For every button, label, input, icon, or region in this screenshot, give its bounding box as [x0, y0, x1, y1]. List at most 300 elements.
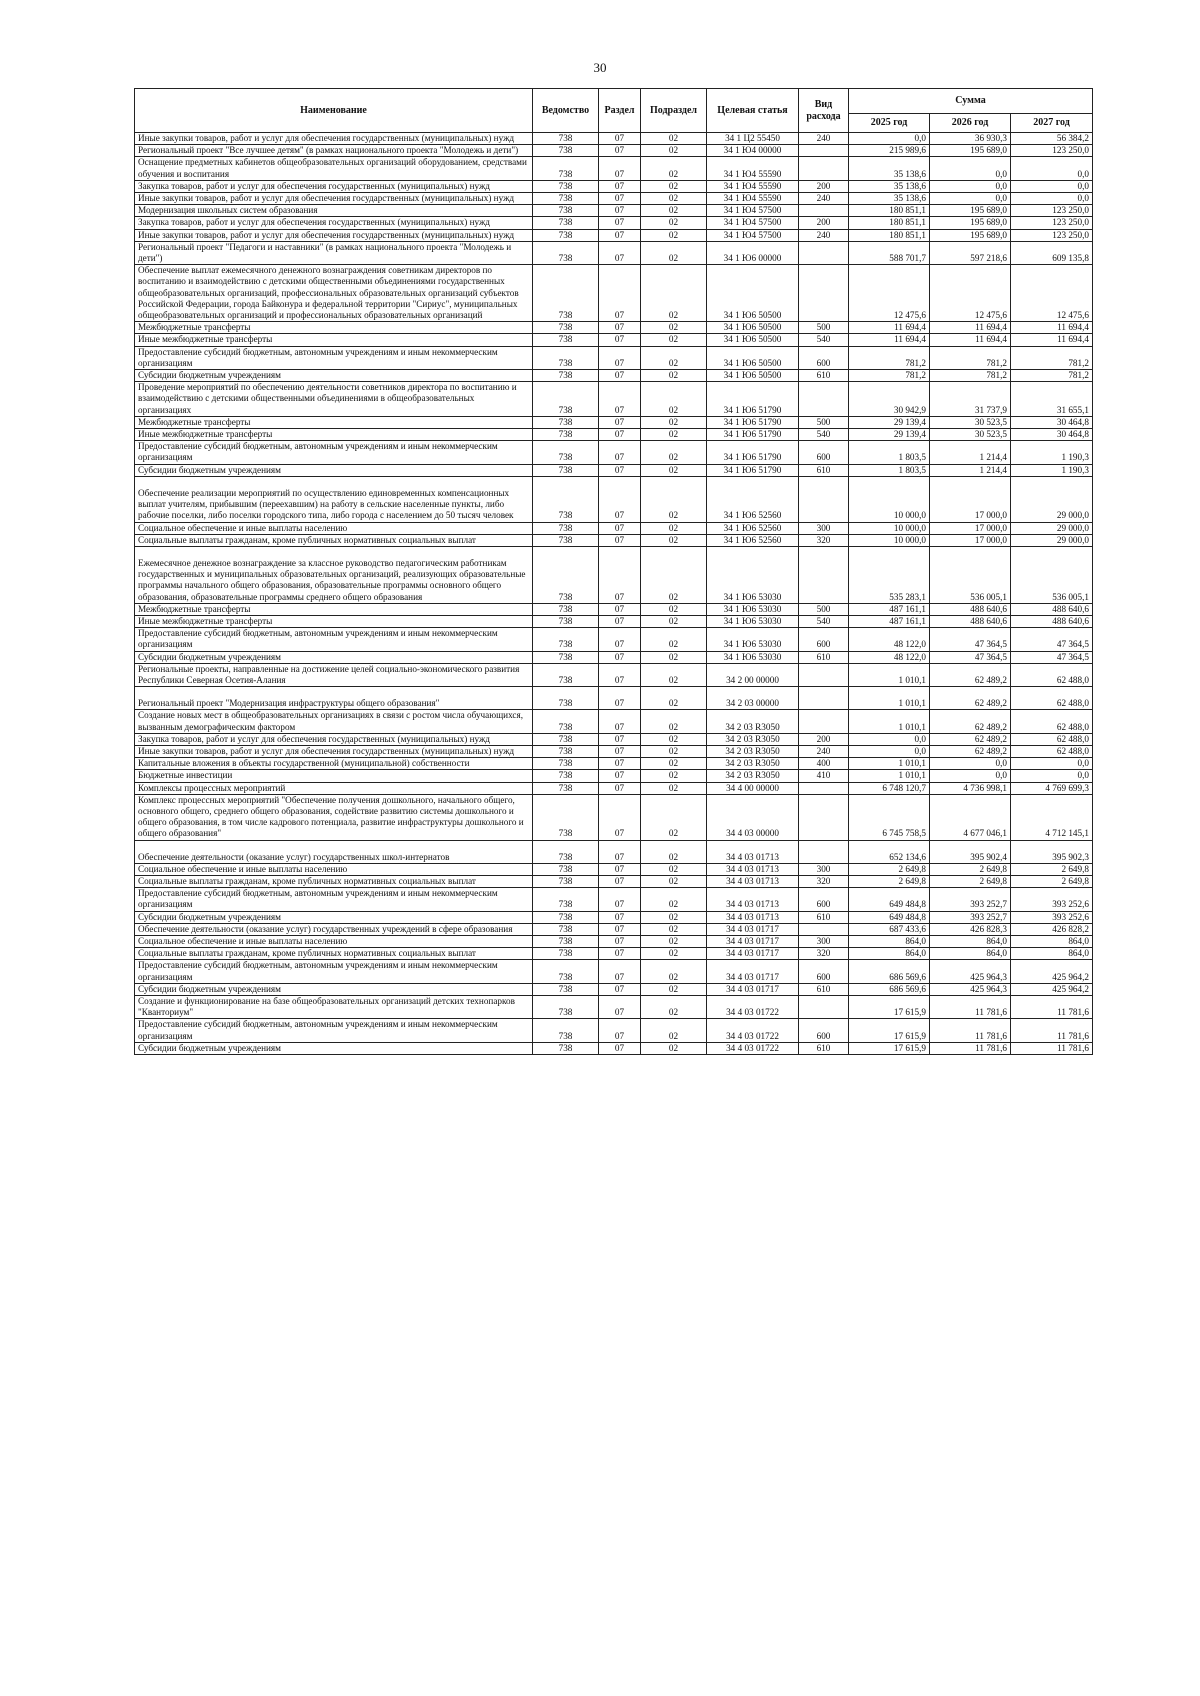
cell-name: Социальные выплаты гражданам, кроме публичных нормативных социальных выплат — [135, 875, 533, 887]
cell-vid: 600 — [799, 346, 849, 369]
cell-celevaya: 34 1 Ц2 55450 — [707, 133, 799, 145]
cell-2026: 62 489,2 — [930, 663, 1011, 686]
cell-name: Иные закупки товаров, работ и услуг для обеспечения государственных (муниципальных) нужд — [135, 193, 533, 205]
cell-ved: 738 — [533, 948, 599, 960]
cell-vid: 600 — [799, 888, 849, 911]
table-row — [135, 758, 1093, 770]
cell-celevaya: 34 1 Ю4 00000 — [707, 145, 799, 157]
cell-2027: 11 781,6 — [1011, 1042, 1093, 1054]
cell-name: Модернизация школьных систем образования — [135, 205, 533, 217]
cell-celevaya: 34 4 03 01713 — [707, 888, 799, 911]
cell-celevaya: 34 4 03 00000 — [707, 794, 799, 840]
cell-vid — [799, 241, 849, 264]
cell-celevaya: 34 2 03 R3050 — [707, 710, 799, 733]
cell-2026: 395 902,4 — [930, 840, 1011, 863]
cell-razdel: 07 — [599, 651, 641, 663]
cell-2026: 36 930,3 — [930, 133, 1011, 145]
cell-podrazdel: 02 — [641, 370, 707, 382]
cell-2026: 11 694,4 — [930, 322, 1011, 334]
cell-ved: 738 — [533, 441, 599, 464]
cell-vid: 200 — [799, 180, 849, 192]
cell-ved: 738 — [533, 534, 599, 546]
cell-ved: 738 — [533, 382, 599, 417]
cell-2025: 686 569,6 — [849, 983, 930, 995]
cell-celevaya: 34 1 Ю4 57500 — [707, 205, 799, 217]
cell-podrazdel: 02 — [641, 322, 707, 334]
cell-podrazdel: 02 — [641, 346, 707, 369]
cell-2027: 62 488,0 — [1011, 687, 1093, 710]
cell-2026: 0,0 — [930, 157, 1011, 180]
cell-2026: 2 649,8 — [930, 863, 1011, 875]
cell-name: Иные закупки товаров, работ и услуг для обеспечения государственных (муниципальных) нужд — [135, 133, 533, 145]
cell-ved: 738 — [533, 193, 599, 205]
cell-ved: 738 — [533, 911, 599, 923]
cell-ved: 738 — [533, 794, 599, 840]
cell-celevaya: 34 4 03 01717 — [707, 923, 799, 935]
cell-ved: 738 — [533, 416, 599, 428]
cell-vid: 200 — [799, 733, 849, 745]
table-row — [135, 983, 1093, 995]
cell-2025: 686 569,6 — [849, 960, 930, 983]
cell-podrazdel: 02 — [641, 145, 707, 157]
cell-ved: 738 — [533, 241, 599, 264]
cell-razdel: 07 — [599, 322, 641, 334]
cell-celevaya: 34 1 Ю6 51790 — [707, 429, 799, 441]
cell-podrazdel: 02 — [641, 758, 707, 770]
cell-2025: 11 694,4 — [849, 322, 930, 334]
cell-vid — [799, 840, 849, 863]
cell-podrazdel: 02 — [641, 464, 707, 476]
cell-podrazdel: 02 — [641, 1042, 707, 1054]
cell-celevaya: 34 4 03 01717 — [707, 960, 799, 983]
cell-2025: 17 615,9 — [849, 996, 930, 1019]
cell-2026: 30 523,5 — [930, 429, 1011, 441]
cell-razdel: 07 — [599, 996, 641, 1019]
cell-vid — [799, 710, 849, 733]
cell-2025: 10 000,0 — [849, 476, 930, 522]
cell-celevaya: 34 2 03 00000 — [707, 687, 799, 710]
cell-ved: 738 — [533, 180, 599, 192]
cell-2026: 393 252,7 — [930, 888, 1011, 911]
cell-celevaya: 34 1 Ю6 50500 — [707, 265, 799, 322]
cell-razdel: 07 — [599, 370, 641, 382]
cell-ved: 738 — [533, 370, 599, 382]
table-row — [135, 875, 1093, 887]
cell-name: Создание и функционирование на базе общеобразовательных организаций детских технопарков "Кванториум" — [135, 996, 533, 1019]
cell-celevaya: 34 1 Ю6 53030 — [707, 603, 799, 615]
cell-celevaya: 34 1 Ю6 53030 — [707, 546, 799, 603]
cell-vid: 610 — [799, 983, 849, 995]
cell-vid: 540 — [799, 615, 849, 627]
cell-podrazdel: 02 — [641, 265, 707, 322]
cell-2026: 62 489,2 — [930, 710, 1011, 733]
cell-2027: 11 781,6 — [1011, 1019, 1093, 1042]
cell-2026: 1 214,4 — [930, 464, 1011, 476]
cell-vid: 410 — [799, 770, 849, 782]
table-row — [135, 687, 1093, 710]
cell-podrazdel: 02 — [641, 936, 707, 948]
cell-name: Создание новых мест в общеобразовательных организациях в связи с ростом числа обучающихся, вызванным демографическим фактором — [135, 710, 533, 733]
cell-2026: 17 000,0 — [930, 534, 1011, 546]
cell-2026: 781,2 — [930, 346, 1011, 369]
cell-vid: 610 — [799, 370, 849, 382]
header-summa: Сумма — [849, 89, 1093, 114]
cell-2027: 488 640,6 — [1011, 615, 1093, 627]
table-row — [135, 346, 1093, 369]
cell-razdel: 07 — [599, 205, 641, 217]
cell-2025: 0,0 — [849, 745, 930, 757]
header-2025: 2025 год — [849, 114, 930, 133]
table-row — [135, 663, 1093, 686]
cell-celevaya: 34 1 Ю6 52560 — [707, 476, 799, 522]
cell-podrazdel: 02 — [641, 948, 707, 960]
header-ved: Ведомство — [533, 89, 599, 133]
cell-vid: 320 — [799, 948, 849, 960]
cell-razdel: 07 — [599, 1042, 641, 1054]
cell-razdel: 07 — [599, 464, 641, 476]
cell-2027: 0,0 — [1011, 180, 1093, 192]
cell-vid: 610 — [799, 464, 849, 476]
cell-celevaya: 34 1 Ю6 50500 — [707, 334, 799, 346]
cell-vid: 200 — [799, 217, 849, 229]
cell-name: Обеспечение деятельности (оказание услуг) государственных школ-интернатов — [135, 840, 533, 863]
cell-celevaya: 34 2 03 R3050 — [707, 745, 799, 757]
cell-2025: 35 138,6 — [849, 180, 930, 192]
cell-podrazdel: 02 — [641, 382, 707, 417]
cell-celevaya: 34 1 Ю6 50500 — [707, 322, 799, 334]
cell-razdel: 07 — [599, 229, 641, 241]
header-celevaya: Целевая статья — [707, 89, 799, 133]
budget-table-container — [134, 88, 1092, 1055]
cell-2025: 48 122,0 — [849, 651, 930, 663]
cell-2027: 0,0 — [1011, 193, 1093, 205]
table-row — [135, 229, 1093, 241]
page-number: 30 — [593, 60, 607, 75]
cell-2026: 62 489,2 — [930, 733, 1011, 745]
cell-podrazdel: 02 — [641, 1019, 707, 1042]
cell-2026: 17 000,0 — [930, 476, 1011, 522]
cell-2027: 0,0 — [1011, 758, 1093, 770]
cell-podrazdel: 02 — [641, 960, 707, 983]
cell-podrazdel: 02 — [641, 923, 707, 935]
cell-2026: 62 489,2 — [930, 687, 1011, 710]
cell-2026: 195 689,0 — [930, 205, 1011, 217]
cell-ved: 738 — [533, 346, 599, 369]
cell-2025: 1 803,5 — [849, 464, 930, 476]
cell-podrazdel: 02 — [641, 996, 707, 1019]
cell-name: Региональный проект "Модернизация инфраструктуры общего образования" — [135, 687, 533, 710]
cell-razdel: 07 — [599, 546, 641, 603]
cell-ved: 738 — [533, 217, 599, 229]
cell-name: Социальные выплаты гражданам, кроме публичных нормативных социальных выплат — [135, 948, 533, 960]
cell-2025: 17 615,9 — [849, 1019, 930, 1042]
cell-name: Региональный проект "Все лучшее детям" (в рамках национального проекта "Молодежь и дети") — [135, 145, 533, 157]
cell-name: Предоставление субсидий бюджетным, автономным учреждениям и иным некоммерческим организациям — [135, 628, 533, 651]
header-razdel: Раздел — [599, 89, 641, 133]
cell-2026: 4 677 046,1 — [930, 794, 1011, 840]
cell-2027: 395 902,3 — [1011, 840, 1093, 863]
cell-vid: 600 — [799, 1019, 849, 1042]
header-2026: 2026 год — [930, 114, 1011, 133]
table-row — [135, 382, 1093, 417]
cell-vid: 600 — [799, 628, 849, 651]
cell-name: Предоставление субсидий бюджетным, автономным учреждениям и иным некоммерческим организациям — [135, 960, 533, 983]
cell-celevaya: 34 4 03 01713 — [707, 911, 799, 923]
cell-ved: 738 — [533, 936, 599, 948]
cell-vid: 240 — [799, 193, 849, 205]
cell-ved: 738 — [533, 322, 599, 334]
cell-podrazdel: 02 — [641, 180, 707, 192]
cell-name: Иные закупки товаров, работ и услуг для обеспечения государственных (муниципальных) нужд — [135, 745, 533, 757]
cell-2027: 393 252,6 — [1011, 911, 1093, 923]
cell-vid — [799, 996, 849, 1019]
table-row — [135, 628, 1093, 651]
cell-2026: 597 218,6 — [930, 241, 1011, 264]
cell-razdel: 07 — [599, 180, 641, 192]
cell-celevaya: 34 1 Ю4 55590 — [707, 180, 799, 192]
cell-2026: 2 649,8 — [930, 875, 1011, 887]
cell-podrazdel: 02 — [641, 770, 707, 782]
cell-2026: 393 252,7 — [930, 911, 1011, 923]
cell-razdel: 07 — [599, 265, 641, 322]
table-row — [135, 180, 1093, 192]
cell-2025: 10 000,0 — [849, 522, 930, 534]
cell-razdel: 07 — [599, 770, 641, 782]
cell-podrazdel: 02 — [641, 628, 707, 651]
cell-2025: 649 484,8 — [849, 888, 930, 911]
cell-vid — [799, 476, 849, 522]
cell-2027: 393 252,6 — [1011, 888, 1093, 911]
cell-2025: 652 134,6 — [849, 840, 930, 863]
cell-2025: 864,0 — [849, 948, 930, 960]
cell-2025: 48 122,0 — [849, 628, 930, 651]
cell-celevaya: 34 4 03 01722 — [707, 1042, 799, 1054]
cell-razdel: 07 — [599, 628, 641, 651]
table-row — [135, 996, 1093, 1019]
table-row — [135, 948, 1093, 960]
cell-2026: 1 214,4 — [930, 441, 1011, 464]
cell-razdel: 07 — [599, 875, 641, 887]
table-row — [135, 522, 1093, 534]
cell-name: Социальное обеспечение и иные выплаты населению — [135, 863, 533, 875]
cell-ved: 738 — [533, 923, 599, 935]
cell-name: Межбюджетные трансферты — [135, 416, 533, 428]
cell-podrazdel: 02 — [641, 334, 707, 346]
table-row — [135, 745, 1093, 757]
cell-vid: 300 — [799, 863, 849, 875]
cell-celevaya: 34 2 03 R3050 — [707, 770, 799, 782]
cell-2027: 47 364,5 — [1011, 651, 1093, 663]
cell-vid — [799, 782, 849, 794]
cell-podrazdel: 02 — [641, 441, 707, 464]
table-row — [135, 464, 1093, 476]
cell-ved: 738 — [533, 334, 599, 346]
table-body — [135, 133, 1093, 1055]
cell-2027: 31 655,1 — [1011, 382, 1093, 417]
table-row — [135, 429, 1093, 441]
cell-ved: 738 — [533, 733, 599, 745]
cell-ved: 738 — [533, 145, 599, 157]
cell-2025: 487 161,1 — [849, 615, 930, 627]
budget-table — [134, 88, 1093, 1055]
cell-vid — [799, 546, 849, 603]
table-row — [135, 960, 1093, 983]
cell-vid: 320 — [799, 875, 849, 887]
table-row — [135, 936, 1093, 948]
cell-razdel: 07 — [599, 733, 641, 745]
cell-razdel: 07 — [599, 476, 641, 522]
cell-2027: 11 694,4 — [1011, 334, 1093, 346]
table-row — [135, 133, 1093, 145]
cell-razdel: 07 — [599, 782, 641, 794]
table-row — [135, 322, 1093, 334]
table-row — [135, 863, 1093, 875]
cell-name: Оснащение предметных кабинетов общеобразовательных организаций оборудованием, средствами обучения и воспитания — [135, 157, 533, 180]
cell-razdel: 07 — [599, 687, 641, 710]
cell-celevaya: 34 1 Ю6 52560 — [707, 522, 799, 534]
cell-2025: 2 649,8 — [849, 863, 930, 875]
cell-ved: 738 — [533, 1042, 599, 1054]
cell-razdel: 07 — [599, 923, 641, 935]
cell-podrazdel: 02 — [641, 217, 707, 229]
cell-2026: 488 640,6 — [930, 615, 1011, 627]
table-row — [135, 145, 1093, 157]
cell-2025: 2 649,8 — [849, 875, 930, 887]
cell-podrazdel: 02 — [641, 651, 707, 663]
cell-2025: 6 745 758,5 — [849, 794, 930, 840]
cell-name: Межбюджетные трансферты — [135, 322, 533, 334]
cell-2025: 11 694,4 — [849, 334, 930, 346]
cell-razdel: 07 — [599, 1019, 641, 1042]
cell-ved: 738 — [533, 840, 599, 863]
cell-vid: 540 — [799, 429, 849, 441]
cell-2026: 30 523,5 — [930, 416, 1011, 428]
cell-ved: 738 — [533, 758, 599, 770]
cell-2027: 4 712 145,1 — [1011, 794, 1093, 840]
table-row — [135, 416, 1093, 428]
cell-celevaya: 34 1 Ю4 55590 — [707, 157, 799, 180]
cell-razdel: 07 — [599, 603, 641, 615]
cell-podrazdel: 02 — [641, 863, 707, 875]
cell-name: Ежемесячное денежное вознаграждение за классное руководство педагогическим работникам государственных и муниципальных образовательных организаций, реализующих образовательные программы начального общего образования, образовательные программы основного общего образования, образовательные программы среднего общего образования — [135, 546, 533, 603]
cell-2025: 35 138,6 — [849, 157, 930, 180]
cell-podrazdel: 02 — [641, 733, 707, 745]
cell-podrazdel: 02 — [641, 840, 707, 863]
cell-2027: 425 964,2 — [1011, 960, 1093, 983]
cell-2026: 0,0 — [930, 758, 1011, 770]
cell-name: Обеспечение деятельности (оказание услуг) государственных учреждений в сфере образования — [135, 923, 533, 935]
cell-2026: 31 737,9 — [930, 382, 1011, 417]
cell-2027: 123 250,0 — [1011, 217, 1093, 229]
cell-podrazdel: 02 — [641, 875, 707, 887]
cell-name: Иные межбюджетные трансферты — [135, 429, 533, 441]
cell-2026: 864,0 — [930, 948, 1011, 960]
cell-vid: 400 — [799, 758, 849, 770]
cell-2025: 1 010,1 — [849, 710, 930, 733]
cell-podrazdel: 02 — [641, 229, 707, 241]
cell-name: Социальное обеспечение и иные выплаты населению — [135, 522, 533, 534]
cell-2025: 1 010,1 — [849, 663, 930, 686]
cell-2025: 1 010,1 — [849, 770, 930, 782]
cell-podrazdel: 02 — [641, 888, 707, 911]
cell-podrazdel: 02 — [641, 416, 707, 428]
cell-ved: 738 — [533, 546, 599, 603]
cell-name: Закупка товаров, работ и услуг для обеспечения государственных (муниципальных) нужд — [135, 733, 533, 745]
cell-2025: 29 139,4 — [849, 429, 930, 441]
cell-podrazdel: 02 — [641, 615, 707, 627]
cell-2027: 29 000,0 — [1011, 534, 1093, 546]
cell-razdel: 07 — [599, 429, 641, 441]
cell-celevaya: 34 2 03 R3050 — [707, 733, 799, 745]
cell-podrazdel: 02 — [641, 710, 707, 733]
cell-2025: 781,2 — [849, 346, 930, 369]
cell-2027: 29 000,0 — [1011, 476, 1093, 522]
cell-2027: 4 769 699,3 — [1011, 782, 1093, 794]
cell-vid: 610 — [799, 911, 849, 923]
cell-2027: 12 475,6 — [1011, 265, 1093, 322]
table-row — [135, 923, 1093, 935]
cell-celevaya: 34 4 03 01722 — [707, 996, 799, 1019]
cell-2027: 62 488,0 — [1011, 710, 1093, 733]
cell-vid: 240 — [799, 229, 849, 241]
cell-2027: 425 964,2 — [1011, 983, 1093, 995]
cell-ved: 738 — [533, 628, 599, 651]
table-row — [135, 1019, 1093, 1042]
cell-vid: 610 — [799, 651, 849, 663]
cell-razdel: 07 — [599, 157, 641, 180]
table-row — [135, 534, 1093, 546]
cell-2027: 1 190,3 — [1011, 441, 1093, 464]
cell-ved: 738 — [533, 615, 599, 627]
cell-celevaya: 34 1 Ю6 51790 — [707, 464, 799, 476]
cell-podrazdel: 02 — [641, 476, 707, 522]
cell-razdel: 07 — [599, 840, 641, 863]
cell-2025: 180 851,1 — [849, 217, 930, 229]
cell-razdel: 07 — [599, 888, 641, 911]
cell-2027: 864,0 — [1011, 948, 1093, 960]
cell-2027: 1 190,3 — [1011, 464, 1093, 476]
cell-celevaya: 34 1 Ю6 51790 — [707, 441, 799, 464]
cell-name: Субсидии бюджетным учреждениям — [135, 651, 533, 663]
cell-2026: 0,0 — [930, 193, 1011, 205]
cell-2026: 4 736 998,1 — [930, 782, 1011, 794]
table-row — [135, 334, 1093, 346]
cell-ved: 738 — [533, 133, 599, 145]
cell-2026: 781,2 — [930, 370, 1011, 382]
cell-2025: 781,2 — [849, 370, 930, 382]
cell-name: Предоставление субсидий бюджетным, автономным учреждениям и иным некоммерческим организациям — [135, 1019, 533, 1042]
cell-celevaya: 34 1 Ю4 57500 — [707, 217, 799, 229]
cell-vid: 500 — [799, 322, 849, 334]
cell-2026: 864,0 — [930, 936, 1011, 948]
cell-podrazdel: 02 — [641, 522, 707, 534]
cell-podrazdel: 02 — [641, 193, 707, 205]
cell-celevaya: 34 4 03 01717 — [707, 983, 799, 995]
cell-name: Иные межбюджетные трансферты — [135, 615, 533, 627]
cell-name: Комплексы процессных мероприятий — [135, 782, 533, 794]
table-row — [135, 241, 1093, 264]
cell-razdel: 07 — [599, 416, 641, 428]
cell-ved: 738 — [533, 863, 599, 875]
cell-2025: 687 433,6 — [849, 923, 930, 935]
cell-2025: 10 000,0 — [849, 534, 930, 546]
cell-podrazdel: 02 — [641, 133, 707, 145]
cell-2026: 195 689,0 — [930, 229, 1011, 241]
cell-2026: 11 781,6 — [930, 1042, 1011, 1054]
cell-razdel: 07 — [599, 441, 641, 464]
cell-2026: 62 489,2 — [930, 745, 1011, 757]
cell-2027: 123 250,0 — [1011, 229, 1093, 241]
